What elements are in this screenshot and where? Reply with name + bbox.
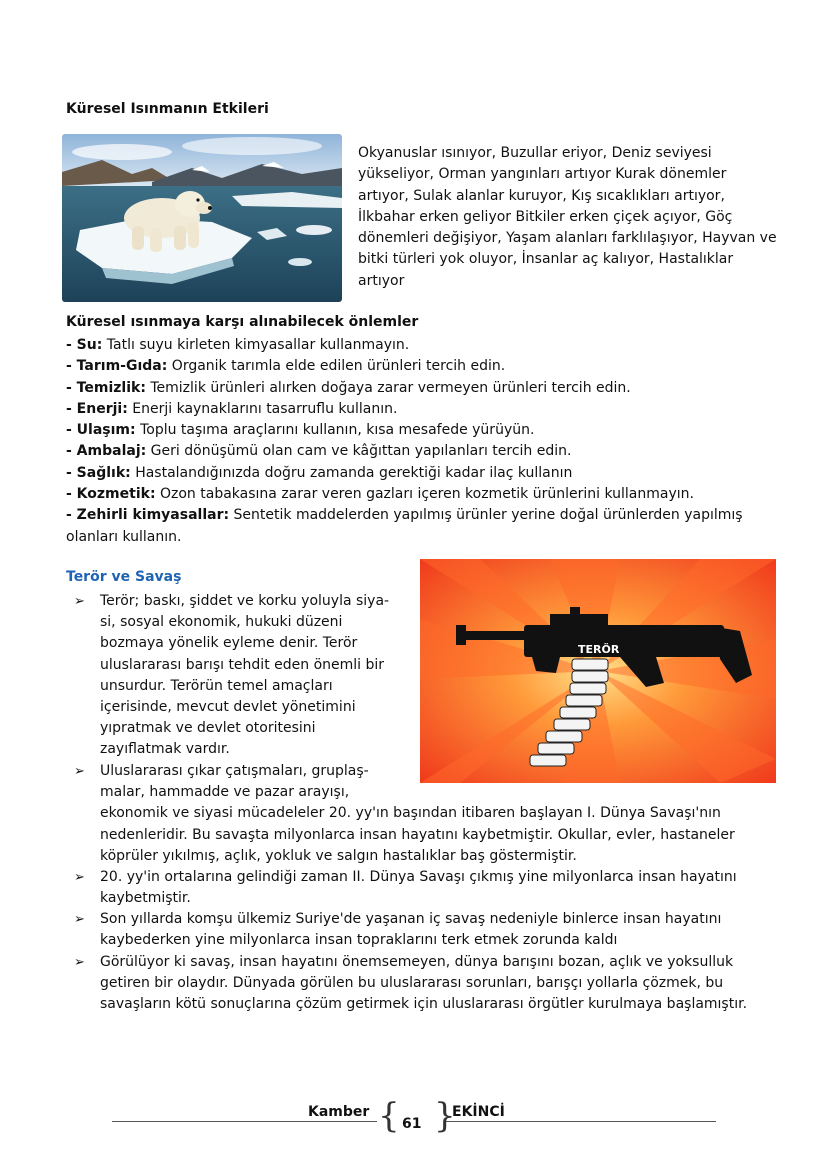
terror-image-label: TERÖR xyxy=(578,643,620,656)
bullet-line: malar, hammadde ve pazar arayışı, xyxy=(100,784,350,801)
bullet-ww1-causes xyxy=(74,761,790,867)
precautions-list xyxy=(66,335,766,548)
precaution-text: Hastalandığınızda doğru zamanda gerektiği kadar ilaç kullanın xyxy=(130,464,573,481)
footer-brace-open: { xyxy=(378,1096,400,1136)
arrow-bullet-icon: ➢ xyxy=(74,594,85,609)
polar-bear-illustration xyxy=(62,134,342,302)
section-title-terror-war: Terör ve Savaş xyxy=(66,569,182,585)
precaution-text: Toplu taşıma araçlarını kullanın, kısa mesafede yürüyün. xyxy=(135,422,535,439)
bullet-line: Görülüyor ki savaş, insan hayatını önemsemeyen, dünya barışını bozan, açlık ve yoksulluk xyxy=(100,954,734,970)
precaution-item xyxy=(66,463,766,484)
bullet-line: Terör; baskı, şiddet ve korku yoluyla siya- xyxy=(100,593,390,609)
precaution-label: - Zehirli kimyasallar: xyxy=(66,507,230,524)
precaution-text: Tatlı suyu kirleten kimyasallar kullanmayın. xyxy=(102,337,410,353)
precaution-item xyxy=(66,399,766,420)
bullet-line: kaybederken yine milyonlarca insan topraklarını terk etmek zorunda kaldı xyxy=(100,932,618,949)
global-warming-effects-text: Okyanuslar ısınıyor, Buzullar eriyor, Deniz seviyesi yükseliyor, Orman yangınları artıyor Kurak dönemler artıyor, Sulak alanlar kuruyor, Kış sıcaklıkları artıyor, İlkbahar erken geliyor Bitkiler erken çiçek açıyor, Göç dönemleri değişiyor, Yaşam alanları farklılaşıyor, Hayvan ve bitki türleri yok oluyor, İnsanlar aç kalıyor, Hastalıklar artıyor xyxy=(358,145,777,289)
bullet-line: yıpratmak ve devlet otoritesini xyxy=(100,720,316,737)
arrow-bullet-icon: ➢ xyxy=(74,870,85,885)
precaution-text: Enerji kaynaklarını tasarruflu kullanın. xyxy=(127,400,398,417)
bullet-line: si, sosyal ekonomik, hukuki düzeni xyxy=(100,614,343,631)
terror-image xyxy=(420,559,776,783)
bullet-line: zayıflatmak vardır. xyxy=(100,741,230,758)
precaution-item xyxy=(66,378,766,399)
precaution-label: - Sağlık: xyxy=(66,464,131,481)
footer-line-left xyxy=(112,1121,377,1122)
precaution-label: - Su: xyxy=(66,337,103,353)
bullet-line: ekonomik ve siyasi mücadeleler 20. yy'ın başından itibaren başlayan I. Dünya Savaşı'nın xyxy=(100,805,721,822)
precaution-label: - Ambalaj: xyxy=(66,443,147,460)
bullet-line: 20. yy'in ortalarına gelindiği zaman II. Dünya Savaşı çıkmış yine milyonlarca insan hayatını xyxy=(100,869,737,885)
precaution-text: Organik tarımla elde edilen ürünleri tercih edin. xyxy=(167,358,506,375)
precaution-text: Temizlik ürünleri alırken doğaya zarar vermeyen ürünleri tercih edin. xyxy=(145,379,631,396)
footer-author-first: Kamber xyxy=(308,1104,370,1120)
bullet-line: kaybetmiştir. xyxy=(100,890,191,907)
precaution-label: - Enerji: xyxy=(66,400,128,417)
bullet-line: uluslararası barışı tehdit eden önemli bir xyxy=(100,656,385,673)
bullet-line: Uluslararası çıkar çatışmaları, gruplaş- xyxy=(100,763,369,779)
page-number: 61 xyxy=(402,1116,422,1132)
bullet-line: köprüler yıkılmış, açlık, yokluk ve salgın hastalıklar baş göstermiştir. xyxy=(100,847,577,864)
footer-line-right xyxy=(446,1121,716,1122)
bullet-terror-definition xyxy=(74,591,400,761)
polar-bear-image xyxy=(62,134,342,302)
precaution-item xyxy=(66,484,766,505)
bullet-ww2 xyxy=(74,867,790,909)
precaution-label: - Kozmetik: xyxy=(66,486,156,503)
bullet-line: içerisinde, mevcut devlet yönetimini xyxy=(100,699,356,716)
footer-brace-close: } xyxy=(434,1096,456,1136)
bullet-line: savaşların kötü sonuçlarına çözüm getirmek için uluslararası örgütler kurulmaya başlamıştır. xyxy=(100,996,748,1013)
bullet-line: Son yıllarda komşu ülkemiz Suriye'de yaşanan iç savaş nedeniyle binlerce insan hayatını xyxy=(100,911,722,927)
precaution-label: - Tarım-Gıda: xyxy=(66,358,168,375)
precaution-item xyxy=(66,335,766,356)
arrow-bullet-icon: ➢ xyxy=(74,764,85,779)
precaution-text: Sentetik maddelerden yapılmış ürünler yerine doğal ürünlerden yapılmış olanları kullanın. xyxy=(66,507,743,545)
precaution-label: - Ulaşım: xyxy=(66,422,136,439)
precaution-label: - Temizlik: xyxy=(66,379,146,396)
bullet-line: bozmaya yönelik eyleme denir. Terör xyxy=(100,635,358,652)
precaution-text: Geri dönüşümü olan cam ve kâğıttan yapılanları tercih edin. xyxy=(146,443,572,460)
arrow-bullet-icon: ➢ xyxy=(74,912,85,927)
bullet-war-conclusion xyxy=(74,952,790,1016)
precaution-item xyxy=(66,420,766,441)
bullet-line: unsurdur. Terörün temel amaçları xyxy=(100,677,333,694)
section-title-precautions: Küresel ısınmaya karşı alınabilecek önlemler xyxy=(66,314,419,330)
section-title-global-warming-effects: Küresel Isınmanın Etkileri xyxy=(66,101,269,117)
precaution-text: Ozon tabakasına zarar veren gazları içeren kozmetik ürünlerini kullanmayın. xyxy=(155,486,694,503)
precaution-item xyxy=(66,505,756,548)
terror-rifle-illustration xyxy=(420,559,776,783)
precaution-item xyxy=(66,441,766,462)
footer-author-last: EKİNCİ xyxy=(452,1104,505,1120)
arrow-bullet-icon: ➢ xyxy=(74,955,85,970)
bullet-syria xyxy=(74,909,790,951)
bullet-line: getiren bir olaydır. Dünyada görülen bu uluslararası sorunları, barışçı yollarla çözmek, bu xyxy=(100,975,724,992)
precaution-item xyxy=(66,356,766,377)
bullet-line: nedenleridir. Bu savaşta milyonlarca insan hayatını kaybetmiştir. Okullar, evler, hastaneler xyxy=(100,826,735,843)
